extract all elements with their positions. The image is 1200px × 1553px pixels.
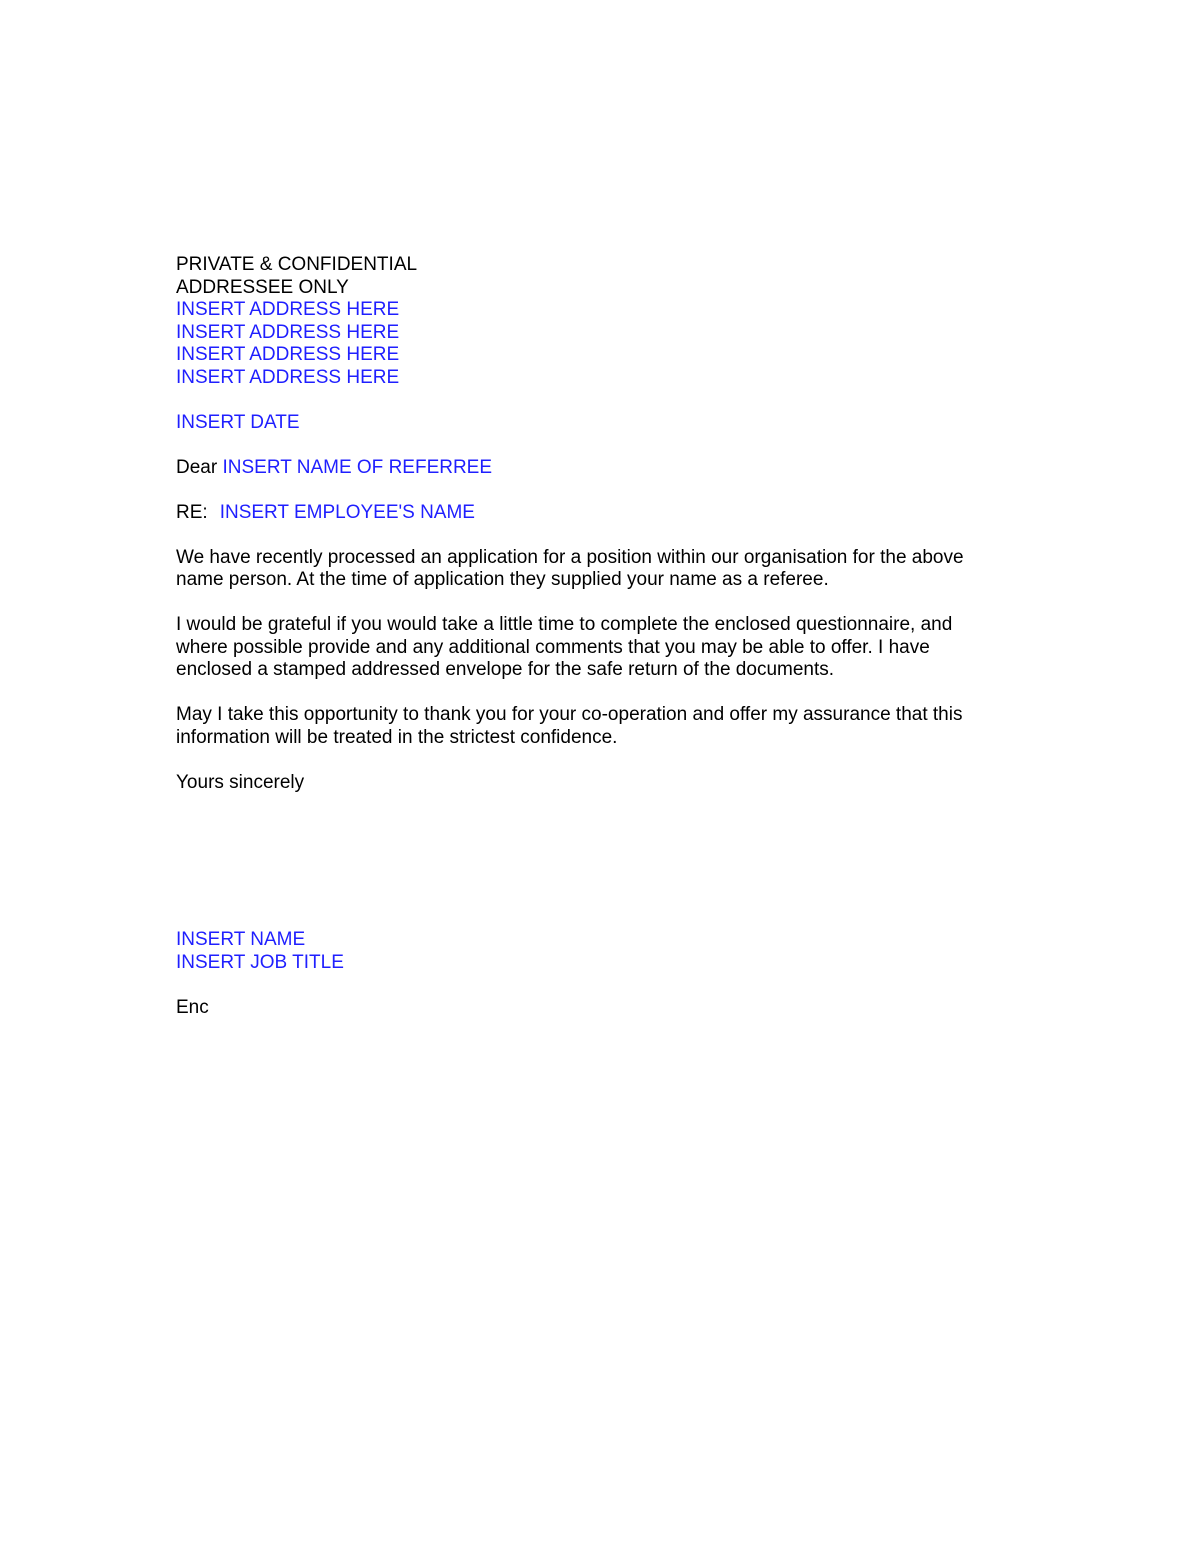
- signatory-job-title: INSERT JOB TITLE: [176, 951, 344, 973]
- enclosure-note: Enc: [176, 996, 209, 1018]
- addressee-only-heading: ADDRESSEE ONLY: [176, 276, 349, 298]
- salutation-prefix: Dear: [176, 456, 218, 478]
- address-line-4: INSERT ADDRESS HERE: [176, 366, 400, 388]
- re-label: RE:: [176, 501, 208, 523]
- closing: Yours sincerely: [176, 771, 305, 793]
- private-confidential-heading: PRIVATE & CONFIDENTIAL: [176, 254, 418, 275]
- paragraph-2: I would be grateful if you would take a little time to complete the enclosed questionnaire, and where possible provide and any additional comments that you may be able to offer. I have enclosed a stamped addressed envelope for the safe return of the documents.: [176, 614, 953, 680]
- referee-name: INSERT NAME OF REFERREE: [222, 456, 493, 478]
- signatory-name: INSERT NAME: [176, 929, 306, 950]
- address-line-3: INSERT ADDRESS HERE: [176, 344, 400, 365]
- paragraph-1: We have recently processed an application for a position within our organisation for the above name person. At the time of application they supplied your name as a referee.: [176, 546, 964, 590]
- address-block: [176, 299, 1006, 389]
- address-line-1: INSERT ADDRESS HERE: [176, 299, 400, 320]
- salutation: [176, 457, 1006, 480]
- letter-date: INSERT DATE: [176, 411, 300, 433]
- address-line-2: INSERT ADDRESS HERE: [176, 321, 400, 343]
- employee-name: INSERT EMPLOYEE'S NAME: [219, 501, 475, 523]
- paragraph-3: May I take this opportunity to thank you for your co-operation and offer my assurance that this information will be treated in the strictest confidence.: [176, 704, 963, 748]
- re-line: [176, 502, 1006, 525]
- letter-body: [176, 254, 1006, 1019]
